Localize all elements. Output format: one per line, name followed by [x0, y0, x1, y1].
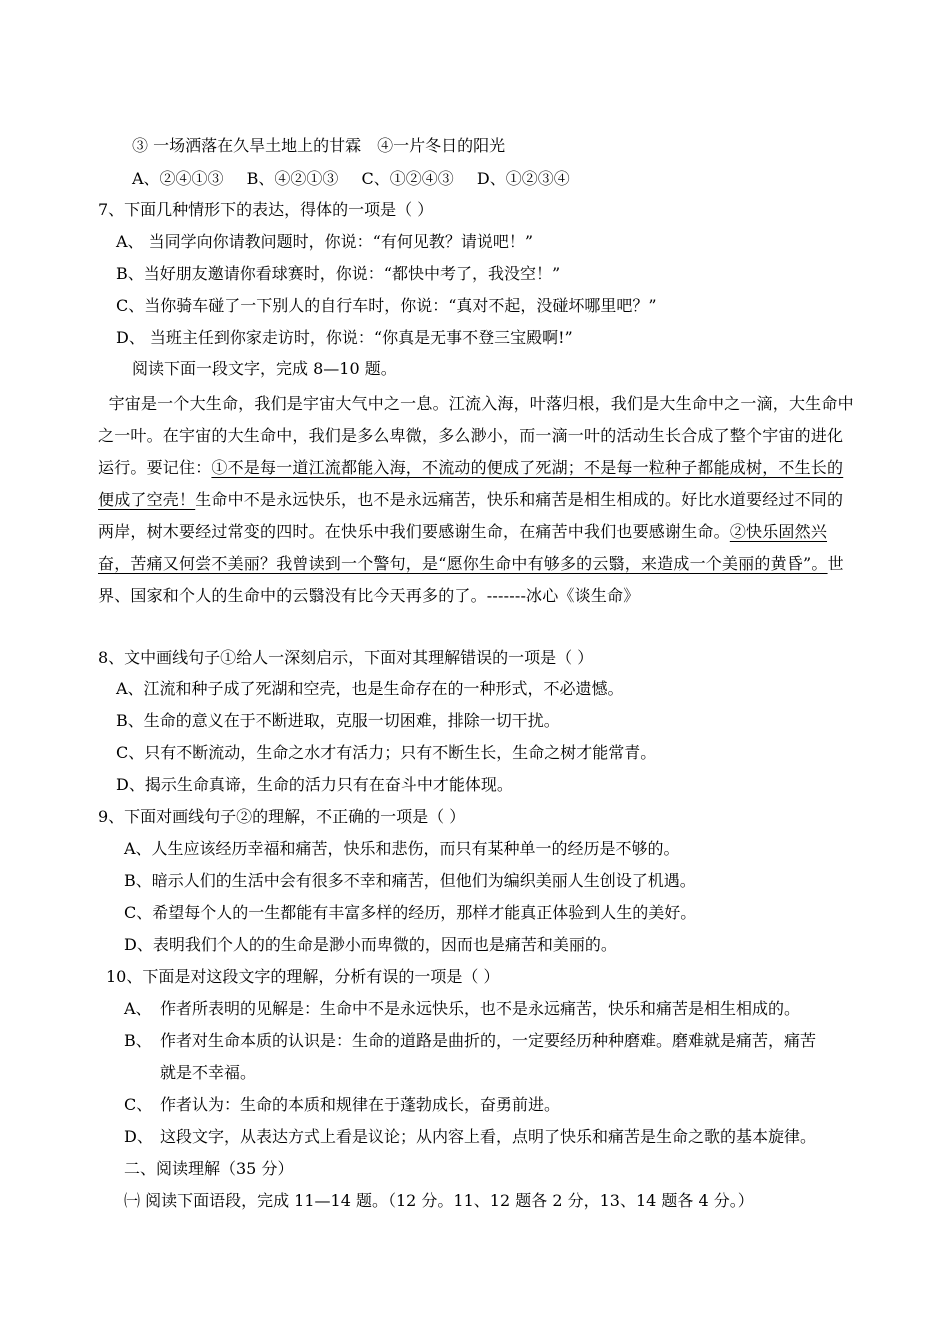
- q10-option-b-line1: 作者对生命本质的认识是：生命的道路是曲折的，一定要经历种种磨难。磨难就是痛苦，痛苦: [160, 1031, 817, 1050]
- q9-option-d: D、表明我们个人的的生命是渺小而卑微的，因而也是痛苦和美丽的。: [124, 935, 617, 954]
- passage-part-3: 世界、国家和个人的生命中的云翳没有比今天再多的了。-------冰心《谈生命》: [98, 554, 844, 605]
- underlined-sentence-2: ②快乐固然兴奋，苦痛又何尝不美丽？我曾读到一个警句，是“愿你生命中有够多的云翳，来造成一个美丽的黄昏”。: [98, 522, 828, 573]
- q10-option-b-line2: 就是不幸福。: [160, 1063, 257, 1082]
- q10-option-c-label: C、: [124, 1095, 153, 1114]
- q6-choice-d: D、①②③④: [476, 169, 570, 188]
- q7-option-c: C、当你骑车碰了一下别人的自行车时，你说：“真对不起，没碰坏哪里吧？”: [116, 296, 657, 315]
- q6-choice-b: B、④②①③: [246, 169, 339, 188]
- q7-option-a: A、 当同学向你请教问题时，你说：“有何见教？请说吧！”: [116, 232, 534, 251]
- passage-part-2: 生命中不是永远快乐，也不是永远痛苦，快乐和痛苦是相生相成的。好比水道要经过不同的两岸，树木要经过常变的四时。在快乐中我们要感谢生命，在痛苦中我们也要感谢生命。: [98, 490, 844, 541]
- q6-choice-a: A、②④①③: [132, 169, 224, 188]
- q10-option-a-label: A、: [124, 999, 152, 1018]
- q9-option-c: C、希望每个人的一生都能有丰富多样的经历，那样才能真正体验到人生的美好。: [124, 903, 697, 922]
- q8-stem: 8、文中画线句子①给人一深刻启示，下面对其理解错误的一项是（ ）: [98, 648, 594, 667]
- q8-option-c: C、只有不断流动，生命之水才有活力；只有不断生长，生命之树才能常青。: [116, 743, 657, 762]
- q7-stem: 7、下面几种情形下的表达，得体的一项是（ ）: [98, 200, 434, 219]
- reading-passage: [98, 388, 854, 612]
- q10-option-d-label: D、: [124, 1127, 153, 1146]
- section-2-title: 二、阅读理解（35 分）: [124, 1159, 294, 1178]
- q9-option-a: A、人生应该经历幸福和痛苦，快乐和悲伤，而只有某种单一的经历是不够的。: [124, 839, 680, 858]
- section-2-subtitle: ㈠ 阅读下面语段，完成 11—14 题。（12 分。11、12 题各 2 分，13、14 题各 4 分。）: [124, 1191, 754, 1210]
- q8-option-d: D、揭示生命真谛，生命的活力只有在奋斗中才能体现。: [116, 775, 513, 794]
- q7-option-b: B、当好朋友邀请你看球赛时，你说：“都快中考了，我没空！”: [116, 264, 561, 283]
- q10-stem: 10、下面是对这段文字的理解，分析有误的一项是（ ）: [106, 967, 500, 986]
- q10-option-b-label: B、: [124, 1031, 152, 1050]
- q10-option-d: 这段文字，从表达方式上看是议论；从内容上看，点明了快乐和痛苦是生命之歌的基本旋律。: [160, 1127, 817, 1146]
- q10-option-a: 作者所表明的见解是：生命中不是永远快乐，也不是永远痛苦，快乐和痛苦是相生相成的。: [160, 999, 801, 1018]
- passage-part-1: 宇宙是一个大生命，我们是宇宙大气中之一息。江流入海，叶落归根，我们是大生命中之一滴，大生命中之一叶。在宇宙的大生命中，我们是多么卑微，多么渺小，而一滴一叶的活动生长合成了整个宇宙的进化运行。要记住：: [98, 394, 854, 477]
- q9-option-b: B、暗示人们的生活中会有很多不幸和痛苦，但他们为编织美丽人生创设了机遇。: [124, 871, 696, 890]
- q6-choices: [132, 168, 570, 190]
- q6-choice-c: C、①②④③: [361, 169, 454, 188]
- reading-intro: 阅读下面一段文字，完成 8—10 题。: [132, 359, 397, 378]
- q8-option-a: A、江流和种子成了死湖和空壳，也是生命存在的一种形式，不必遗憾。: [116, 679, 624, 698]
- q7-option-d: D、 当班主任到你家走访时，你说：“你真是无事不登三宝殿啊!”: [116, 328, 573, 347]
- q6-options-line: ③ 一场洒落在久旱土地上的甘霖 ④一片冬日的阳光: [132, 136, 506, 155]
- q8-option-b: B、生命的意义在于不断进取，克服一切困难，排除一切干扰。: [116, 711, 560, 730]
- q10-option-c: 作者认为：生命的本质和规律在于蓬勃成长，奋勇前进。: [160, 1095, 561, 1114]
- q9-stem: 9、下面对画线句子②的理解，不正确的一项是（ ）: [98, 807, 466, 826]
- underlined-sentence-1: ①不是每一道江流都能入海，不流动的便成了死湖；不是每一粒种子都能成树，不生长的便成了空壳！: [98, 458, 844, 509]
